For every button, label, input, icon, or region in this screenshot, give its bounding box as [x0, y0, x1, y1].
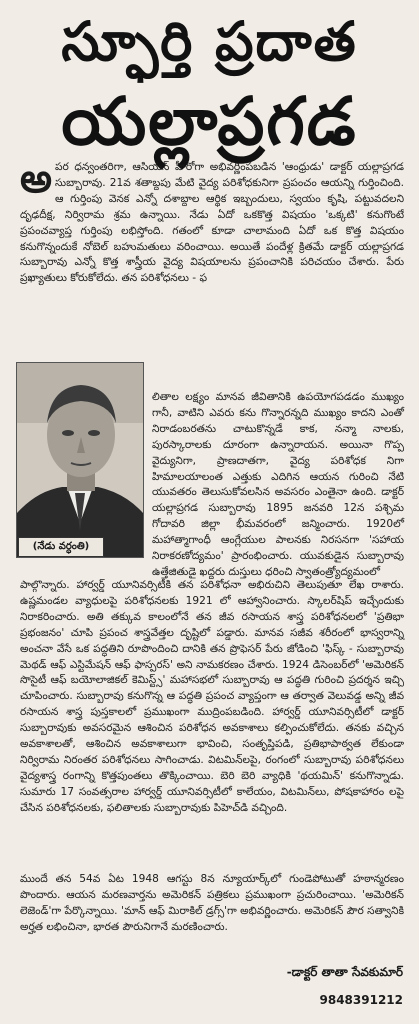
portrait-illustration	[17, 363, 143, 557]
article-paragraph-2: లితాల లక్ష్యం మానవ జీవితానికి ఉపయోగపడడం ముఖ్యం గానీ, వాటిని ఎవరు కను గొన్నారన్నది ముఖ్యం కాదని ఎంతో నిరాడంబరతను చాటుకొన్నడే కాక, నన్మా నాలకు, పురస్కారాలకు దూరంగా ఉన్నారాయన. అయినా గొప్ప వైద్యునిగా, ప్రాణదాతగా, వైద్య పరిశోధక నిగా హిమాలయాలంత ఎత్తుకు ఎదిగిన ఆయన గురించి నేటి యువతరం తెలుసుకోవలసిన అవసరం ఎంతైనా ఉంది. డాక్టర్ యల్లాప్రగడ సుబ్బారావు 1895 జనవరి 12న పశ్చిమ గోదావరి జిల్లా భీమవరంలో జన్మించారు. 1920లో మహాత్మాగాంధీ ఆంగ్లేయుల పాలనకు నిరసనగా 'సహాయ నిరాకరణోద్యమం' ప్రారంభించారు. యువకుడైన సుబ్బారావు ఉత్తేజితుడై ఖద్దరు దుస్తులు ధరించి స్వాతంత్ర్యోద్యమంలో	[152, 391, 404, 578]
headline-line-2: యల్లాప్రగడ	[61, 83, 358, 160]
author-byline: -డాక్టర్ తాతా సేవకుమార్	[286, 965, 403, 979]
article-paragraph-3: పాల్గొన్నారు. హార్వర్డ్ యూనివర్సిటీకి తన పరిశోధనా అభిరుచిని తెలుపుతూ లేఖ రాశారు. ఉష్ణమండల వ్యాధులపై పరిశోధనలకు 1921 లో ఆహ్వానించారు. స్కాలర్‌షిప్ ఇచ్చేందుకు నిరాకరించారు. అతి తక్కువ కాలంలోనే తన జీవ రసాయన శాస్త్ర పరిశోధనలలో 'ప్రతిభా ప్రభంజనం' చూపి ప్రపంచ శాస్త్రవేత్తల దృష్టిలో పడ్డారు. మానవ సజీవ శరీరంలో భాస్వరాన్ని అంచనా వేసే ఒక పద్ధతిని రూపొందించి దానికి తన ప్రొఫెసర్ పేరు జోడించి 'ఫిస్క్ - సుబ్బారావు మెథడ్ ఆఫ్ ఎస్టిమేషన్ ఆఫ్ ఫాస్పరస్' అని నామకరణం చేశారు. 1924 డిసెంబర్‌లో 'అమెరికన్ సొసైటీ ఆఫ్ బయోలాజికల్ కెమిస్ట్స్' మహాసభలో సుబ్బారావు ఆ పద్ధతి గురించి ప్రదర్శన ఇచ్చి చూపించారు. సుబ్బారావు కనుగొన్న ఆ పద్ధతి ప్రపంచ వ్యాప్తంగా ఆ తర్వాత వెలువడ్డ అన్ని జీవ రసాయన శాస్త్ర పుస్తకాలలో ప్రముఖంగా ముద్రింపబడింది. హార్వర్డ్ యూనివర్సిటీలో డాక్టర్ సుబ్బారావుకు అవసరమైన ఆశించిన పరిశోధన అవకాశాలు కల్పించుకోలేదు. తనకు వచ్చిన అవకాశాలతో, ఆశించిన అవకాశాలుగా భావించి, సంతృప్తిపడి, ప్రతిభాపాఠ్వత లేకుండా నిర్విరామ నిరంతర పరిశోధనలు సాగించాడు. విటమిన్‌లపై, రంగంలో సుబ్బారావు పరిశోధనలు వైద్యశాస్త్ర రంగాన్ని కొత్తపుంతలు తొక్కించాయి. బెరి బెరి వ్యాధికి 'థయమిన్' కనుగొన్నాడు. సుమారు 17 సంవత్సరాల హార్వర్డ్ యూనివర్సిటీలో కాలేయం, విటమిన్‌లు, పోషకాహారం లపై చేసిన పరిశోధనలకు, ఫలితాలకు సుబ్బారావుకు పిహెచ్‌డి వచ్చింది.	[20, 579, 404, 814]
headline-line-1: స్ఫూర్తి ప్రదాత	[61, 10, 358, 73]
article-paragraph-4: ముందే తన 54వ ఏట 1948 ఆగస్టు 8న న్యూయార్క్‌లో గుండెపోటుతో హఠాన్మరణం పొందారు. ఆయన మరణవార్తను అమెరికన్ పత్రికలు ప్రముఖంగా ప్రచురించాయి. 'అమెరికన్ లెజెండ్'గా పేర్కొన్నాయి. 'మాన్ ఆఫ్ మిరాకిల్ డ్రగ్స్'గా అభివర్ణించారు. అమెరికన్ పౌర సత్వానికి అర్హత లభించినా, భారత పౌరునిగానే మరణించారు.	[20, 873, 404, 933]
portrait-photo	[16, 362, 144, 558]
article-paragraph-1: అపర ధన్వంతరిగా, ఆసియన్ హీరోగా అభివర్ణింపబడిన 'ఆంధ్రుడు' డాక్టర్ యల్లాప్రగడ సుబ్బారావు. 21వ శతాబ్దపు మేటి వైద్య పరిశోధకునిగా ప్రపంచం ఆయన్ని గుర్తించింది. ఆ గుర్తింపు వెనక ఎన్నో దశాబ్దాల ఆర్థిక ఇబ్బందులు, స్వయం కృషి, పట్టువదలని దృఢదీక్ష, నిర్విరామ శ్రమ ఉన్నాయి. నేడు ఏదో ఒకకొత్త విషయం 'ఒక్కటి' కనుగొంటే ప్రపంచవ్యాప్త గుర్తింపు లభిస్తోంది. గతంలో కూడా చాలామంది ఏదో ఒక కొత్త విషయం కనుగొన్నందుకే నోబెల్ బహుమతులు వరించాయి. అయితే పందేళ్ల క్రితమే డాక్టర్ యల్లాప్రగడ సుబ్బారావు ఎన్నో కొత్త శాస్త్రీయ వైద్య విషయాలను ప్రపంచానికి పరిచయం చేశారు. పేరు ప్రఖ్యాతులు కోరుకోలేదు. తన పరిశోధనలు - ఫ	[20, 156, 404, 285]
photo-caption: (నేడు వర్ధంతి)	[18, 537, 104, 557]
author-phone: 9848391212	[319, 993, 403, 1007]
